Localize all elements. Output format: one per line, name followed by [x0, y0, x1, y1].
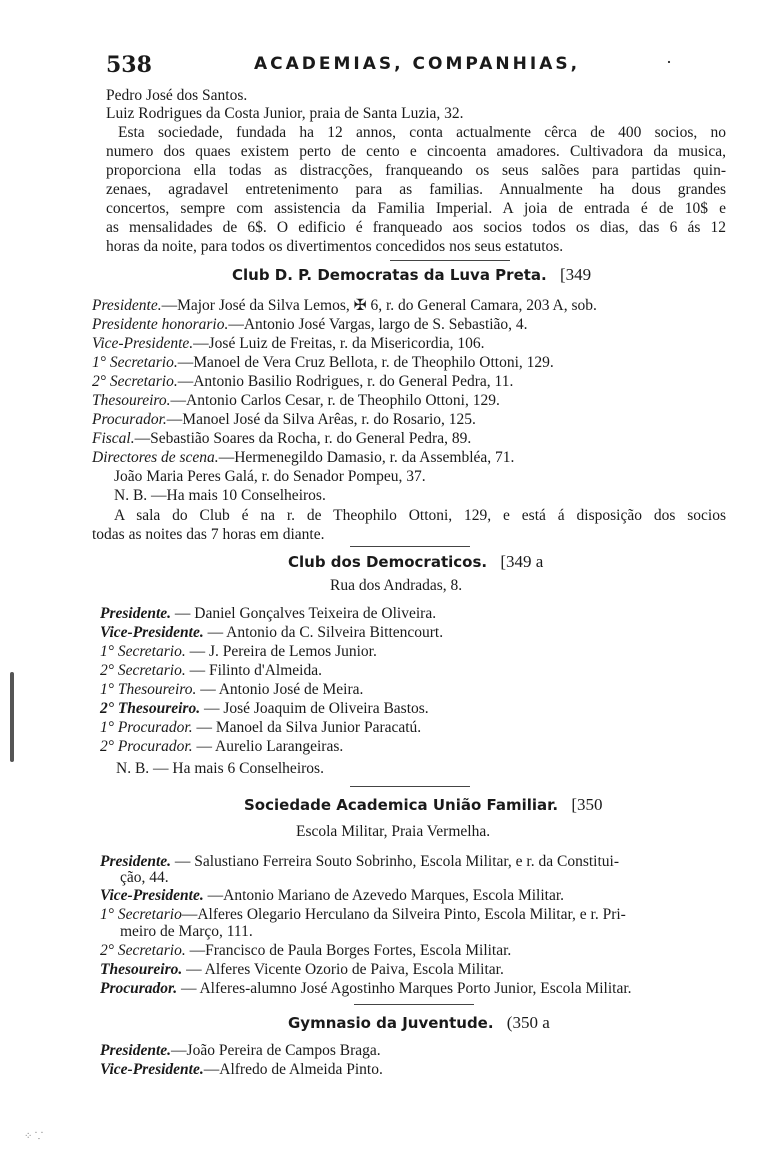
- officer-role: Fiscal.: [92, 430, 135, 447]
- officer-role: 1° Secretario.: [100, 643, 186, 660]
- officer-detail: —Major José da Silva Lemos, ✠ 6, r. do General Camara, 203 A, sob.: [161, 297, 597, 314]
- club-note: A sala do Club é na r. de Theophilo Ottoni, 129, e está á disposição dos socios: [114, 507, 726, 524]
- officer-entry: [100, 979, 632, 999]
- officer-entry: [92, 410, 476, 430]
- intro-line: proporciona ella todas as distracções, franqueando os seus salões para partidas quin-: [106, 162, 726, 179]
- officer-detail: — José Joaquim de Oliveira Bastos.: [200, 700, 429, 717]
- officer-detail: —Antonio Mariano de Azevedo Marques, Escola Militar.: [203, 887, 565, 904]
- officer-role: Presidente.: [100, 853, 172, 870]
- officer-role: Presidente.: [100, 605, 172, 622]
- officer-detail: —José Luiz de Freitas, r. da Misericordia, 106.: [193, 335, 485, 352]
- officer-entry: [92, 391, 500, 411]
- intro-line: zenaes, agradavel entretenimento para as familias. Annualmente ha dous grandes: [106, 181, 726, 198]
- officer-role: Procurador.: [100, 980, 178, 997]
- officer-detail: —Manoel José da Silva Arêas, r. do Rosario, 125.: [166, 411, 476, 428]
- officer-role: Procurador.: [92, 411, 167, 428]
- officer-role: 2° Secretario.: [92, 373, 178, 390]
- officer-entry-continued: meiro de Março, 111.: [120, 923, 253, 940]
- officer-detail: —Alfredo de Almeida Pinto.: [203, 1061, 383, 1078]
- section-title: Club D. P. Democratas da Luva Preta.: [232, 266, 547, 284]
- section-heading: [232, 265, 591, 285]
- officer-role: Vice-Presidente.: [100, 1061, 204, 1078]
- officer-role: 1° Thesoureiro.: [100, 681, 197, 698]
- nb-note: N. B. —Ha mais 10 Conselheiros.: [114, 487, 326, 504]
- page-header: [106, 52, 726, 78]
- section-rule: [390, 260, 510, 261]
- section-heading: [288, 1013, 550, 1033]
- officer-detail: —Hermenegildo Damasio, r. da Assembléa, 71.: [218, 449, 515, 466]
- intro-line: as mensalidades de 6$. O edificio é franqueado aos socios todos os dias, das 6 ás 12: [106, 219, 726, 236]
- officer-detail: —João Pereira de Campos Braga.: [171, 1042, 381, 1059]
- officer-entry: [92, 429, 471, 449]
- officer-entry: [100, 661, 322, 681]
- officer-entry: [100, 1060, 383, 1080]
- intro-line: concertos, sempre com assistencia da Familia Imperial. A joia de entrada é de 10$ e: [106, 200, 726, 217]
- officer-entry: [100, 604, 436, 624]
- intro-line: Esta sociedade, fundada ha 12 annos, conta actualmente cêrca de 400 socios, no: [118, 124, 726, 141]
- officer-role: 2° Thesoureiro.: [100, 700, 201, 717]
- section-rule: [350, 546, 470, 547]
- officer-detail: —Antonio José Vargas, largo de S. Sebastião, 4.: [228, 316, 528, 333]
- officer-entry: [100, 852, 619, 872]
- officer-role: 2° Secretario.: [100, 662, 186, 679]
- officer-role: 2° Secretario.: [100, 942, 186, 959]
- section-number: [349: [559, 265, 592, 284]
- officer-role: Presidente honorario.: [92, 316, 229, 333]
- officer-entry: [100, 623, 443, 643]
- officer-entry: [100, 699, 429, 719]
- scan-specks: ⁘ ⸪: [24, 1131, 44, 1142]
- intro-line: horas da noite, para todos os divertimentos concedidos nos seus estatutos.: [106, 238, 564, 255]
- officer-entry: [100, 718, 421, 738]
- intro-line: Pedro José dos Santos.: [106, 87, 248, 104]
- officer-role: 1° Secretario.: [92, 354, 178, 371]
- officer-role: Thesoureiro.: [92, 392, 171, 409]
- section-heading: [244, 795, 603, 815]
- officer-entry: [92, 448, 514, 468]
- officer-detail: — Alferes Vicente Ozorio de Paiva, Escola Militar.: [182, 961, 504, 978]
- section-title: Sociedade Academica União Familiar.: [244, 796, 559, 814]
- club-address: Rua dos Andradas, 8.: [330, 577, 463, 594]
- officer-entry: [92, 334, 485, 354]
- section-rule: [350, 786, 470, 787]
- officer-role: Presidente.: [100, 1042, 172, 1059]
- officer-entry: [100, 1041, 381, 1061]
- section-rule: [354, 1004, 474, 1005]
- officer-detail: —Alferes Olegario Herculano da Silveira Pinto, Escola Militar, e r. Pri-: [181, 906, 626, 923]
- officer-detail: — Filinto d'Almeida.: [185, 662, 322, 679]
- officer-entry: [100, 680, 363, 700]
- officer-detail: — Antonio José de Meira.: [196, 681, 364, 698]
- officer-role: 1° Procurador.: [100, 719, 193, 736]
- intro-line: Luiz Rodrigues da Costa Junior, praia de Santa Luzia, 32.: [106, 105, 464, 122]
- officer-entry: [92, 315, 528, 335]
- section-number: [349 a: [500, 552, 544, 571]
- section-number: (350 a: [506, 1013, 550, 1032]
- nb-note: N. B. — Ha mais 6 Conselheiros.: [116, 760, 324, 777]
- officer-detail: — Aurelio Larangeiras.: [192, 738, 344, 755]
- officer-detail: — Antonio da C. Silveira Bittencourt.: [203, 624, 444, 641]
- officer-detail: — Manoel da Silva Junior Paracatú.: [192, 719, 422, 736]
- officer-role: Thesoureiro.: [100, 961, 183, 978]
- officer-extra: João Maria Peres Galá, r. do Senador Pompeu, 37.: [114, 468, 426, 485]
- binding-mark: [10, 672, 14, 762]
- page-number: 538: [106, 52, 152, 78]
- officer-detail: —Antonio Basilio Rodrigues, r. do General Pedra, 11.: [177, 373, 514, 390]
- running-title: ACADEMIAS, COMPANHIAS,: [254, 54, 581, 74]
- officer-role: Vice-Presidente.: [100, 624, 204, 641]
- intro-line: numero dos quaes existem perto de cento e cincoenta amadores. Cultivadora da musica,: [106, 143, 726, 160]
- section-number: [350: [571, 795, 603, 814]
- officer-detail: —Sebastião Soares da Rocha, r. do General Pedra, 89.: [134, 430, 472, 447]
- club-address: Escola Militar, Praia Vermelha.: [296, 823, 491, 840]
- officer-entry: [100, 941, 511, 961]
- officer-detail: — Daniel Gonçalves Teixeira de Oliveira.: [171, 605, 437, 622]
- officer-detail: — Salustiano Ferreira Souto Sobrinho, Escola Militar, e r. da Constitui-: [171, 853, 619, 870]
- officer-entry: [92, 353, 554, 373]
- officer-entry: [100, 886, 564, 906]
- officer-detail: — Alferes-alumno José Agostinho Marques Porto Junior, Escola Militar.: [177, 980, 632, 997]
- officer-detail: — J. Pereira de Lemos Junior.: [185, 643, 377, 660]
- officer-role: Presidente.: [92, 297, 162, 314]
- officer-role: Vice-Presidente.: [92, 335, 194, 352]
- officer-role: Directores de scena.: [92, 449, 219, 466]
- officer-entry: [100, 642, 377, 662]
- officer-entry-continued: ção, 44.: [120, 869, 169, 886]
- officer-detail: —Francisco de Paula Borges Fortes, Escola Militar.: [185, 942, 512, 959]
- officer-role: Vice-Presidente.: [100, 887, 204, 904]
- club-note: todas as noites das 7 horas em diante.: [92, 526, 325, 543]
- officer-detail: —Manoel de Vera Cruz Bellota, r. de Theophilo Ottoni, 129.: [177, 354, 554, 371]
- officer-entry: [92, 296, 597, 316]
- officer-entry: [92, 372, 513, 392]
- section-title: Gymnasio da Juventude.: [288, 1014, 494, 1032]
- section-heading: [288, 552, 543, 572]
- officer-entry: [100, 737, 343, 757]
- officer-entry: [100, 960, 504, 980]
- officer-role: 1° Secretario: [100, 906, 182, 923]
- officer-role: 2° Procurador.: [100, 738, 193, 755]
- section-title: Club dos Democraticos.: [288, 553, 488, 571]
- officer-detail: —Antonio Carlos Cesar, r. de Theophilo Ottoni, 129.: [170, 392, 500, 409]
- header-mark: ·: [666, 52, 672, 72]
